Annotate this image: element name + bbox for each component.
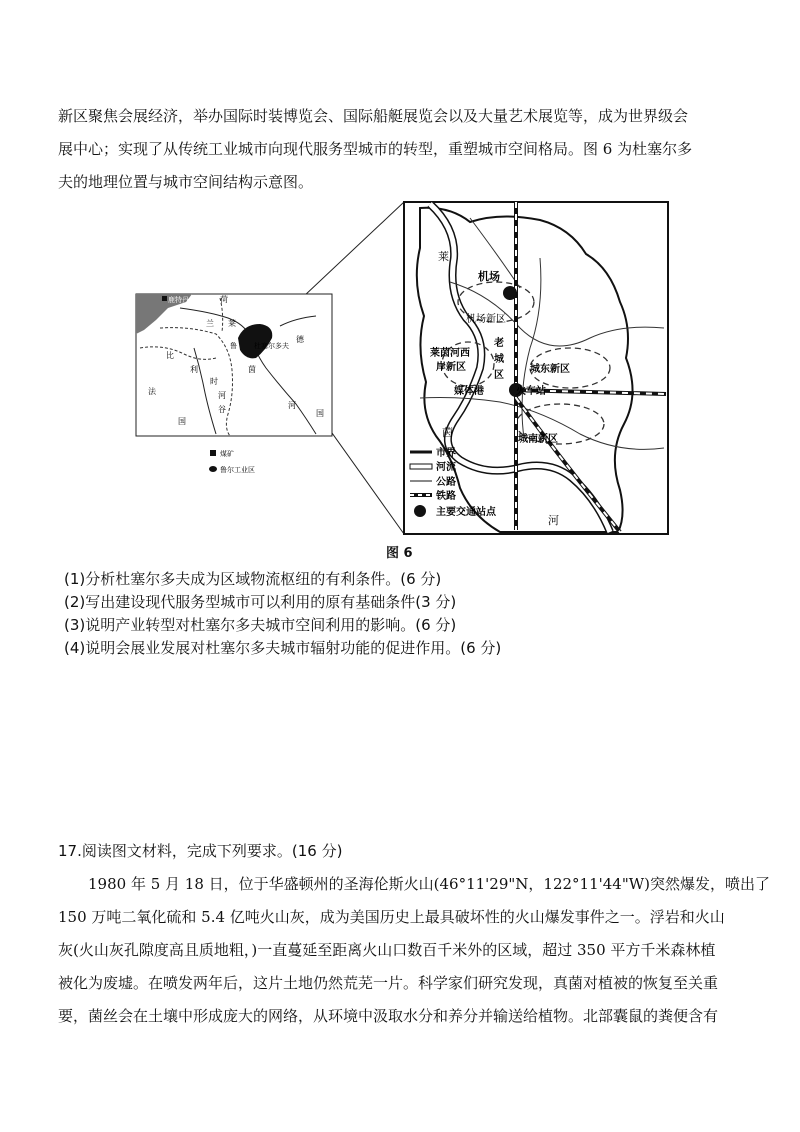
question-item: (1)分析杜塞尔多夫成为区域物流枢纽的有利条件。(6 分) [64,570,442,588]
airport-station [503,286,517,300]
figure-map-svg [120,198,680,538]
legend-road: 公路 [436,477,456,488]
location-map [136,294,332,474]
intro-paragraph [58,100,748,199]
label-lu: 鲁 [230,342,237,350]
legend-boundary: 市界 [436,448,456,459]
figure-6 [120,198,680,538]
legend-river: 河流 [436,462,456,473]
label-east-new-district: 城东新区 [530,364,570,375]
legend-coal-mine: 煤矿 [220,450,234,458]
label-south-new-district: 城南新区 [518,434,558,445]
label-bi: 比 [166,351,174,360]
label-he-big: 河 [548,514,559,527]
label-guo2: 国 [316,409,324,418]
label-dusseldorf: 杜塞尔多夫 [254,342,289,350]
label-guo: 国 [178,417,186,426]
q17-line: 1980 年 5 月 18 日，位于华盛顿州的圣海伦斯火山(46°11'29"N，122°11'44"W)突然爆发，喷出了 [88,875,771,893]
label-he3: 河 [288,401,296,410]
label-west-bank-2: 岸新区 [436,362,466,373]
label-he2: 河 [218,391,226,400]
q17-line: 150 万吨二氧化硫和 5.4 亿吨火山灰，成为美国历史上最具破坏性的火山爆发事件之一。浮岩和火山 [58,908,725,926]
label-west-bank: 莱茵河西 [430,348,470,359]
label-fa: 法 [148,387,156,396]
q17-line: 要，菌丝会在土壤中形成庞大的网络，从环境中汲取水分和养分并输送给植物。北部囊鼠的粪便含有 [58,1007,719,1025]
intro-line: 展中心；实现了从传统工业城市向现代服务型城市的转型，重塑城市空间格局。图 6 为杜塞尔多 [58,140,693,158]
legend-ruhr: 鲁尔工业区 [220,466,255,474]
label-de: 德 [296,335,304,344]
label-train-station: 火车站 [516,386,546,397]
q17-line: 被化为废墟。在喷发两年后，这片土地仍然荒芜一片。科学家们研究发现，真菌对植被的恢复至关重 [58,974,719,992]
label-old-city-2: 城 [494,354,504,365]
label-yin-big: 茵 [442,426,453,439]
label-media-harbour: 媒体港 [454,386,484,397]
label-li: 利 [190,365,198,374]
question-item: (3)说明产业转型对杜塞尔多夫城市空间利用的影响。(6 分) [64,616,457,634]
label-airport-new-district: 机场新区 [466,314,506,325]
question-item: (4)说明会展业发展对杜塞尔多夫城市辐射功能的促进作用。(6 分) [64,639,502,657]
q17-line: 灰(火山灰孔隙度高且质地粗，)一直蔓延至距离火山口数百千米外的区域，超过 350 平方千米森林植 [58,941,716,959]
question-item: (2)写出建设现代服务型城市可以利用的原有基础条件(3 分) [64,593,457,611]
label-lai: 莱 [228,319,236,328]
question-17-paragraph [58,868,771,1033]
figure-caption: 图 6 [386,546,413,561]
coal-mine-marker [162,296,167,301]
label-he: 荷 [220,295,228,304]
label-airport: 机场 [478,270,500,283]
legend-station: 主要交通站点 [436,507,496,518]
label-lan: 兰 [206,319,214,328]
question-17-title: 17.阅读图文材料，完成下列要求。(16 分) [58,842,343,860]
intro-line: 夫的地理位置与城市空间结构示意图。 [58,173,314,191]
label-old-city-1: 老 [494,338,504,349]
label-yin: 茵 [248,365,256,374]
label-old-city-3: 区 [494,370,504,381]
label-shi: 时 [210,377,218,386]
label-lai-big: 莱 [438,250,449,263]
question-list [64,568,501,660]
ruhr-legend-symbol [209,466,217,472]
city-structure-map [404,202,668,534]
intro-line: 新区聚焦会展经济，举办国际时装博览会、国际船艇展览会以及大量艺术展览等，成为世界级会 [58,107,689,125]
legend-railway: 铁路 [436,491,456,502]
coal-mine-legend-symbol [210,450,216,456]
label-gu: 谷 [218,405,226,414]
label-rotterdam: 鹿特丹 [168,296,189,304]
